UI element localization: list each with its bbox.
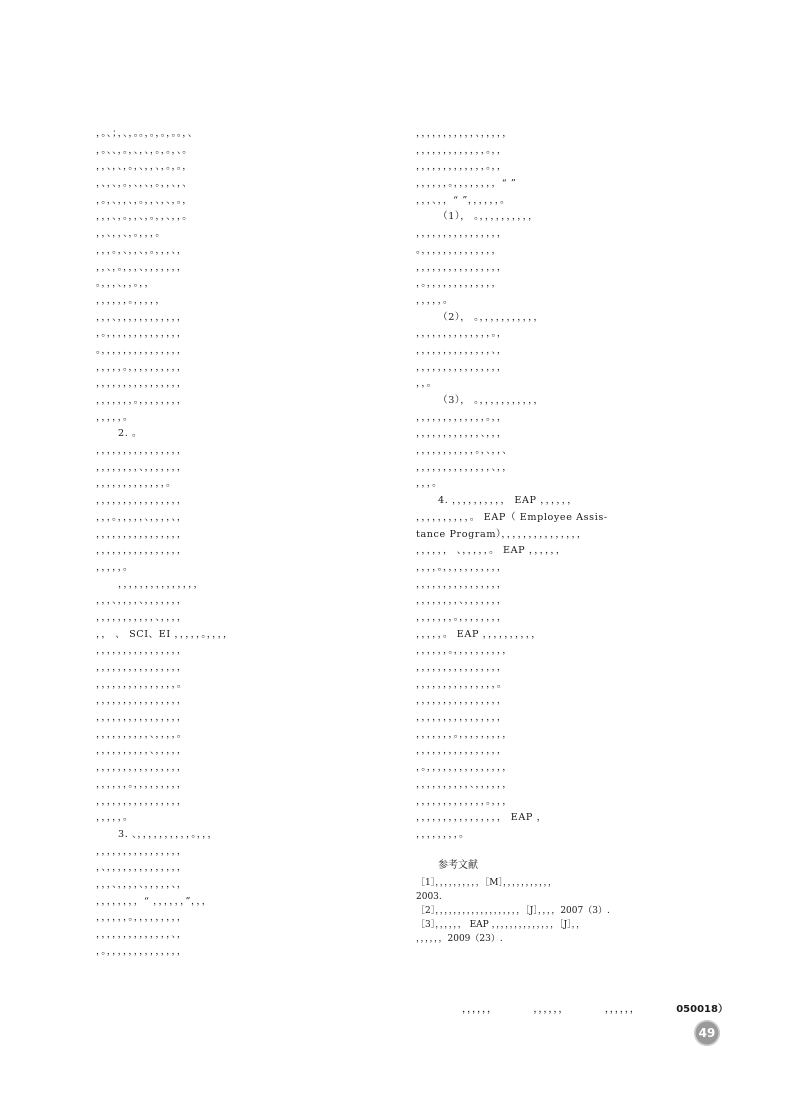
text-line: ，，，，，，，，，，，，，，，， xyxy=(416,578,508,590)
text-line: ，，，，，，，。，，，，，，，， xyxy=(416,611,508,623)
text-line: ，，，，，。 xyxy=(96,812,134,824)
text-line: ，，、，、，。，、，，、，。，。， xyxy=(96,161,193,173)
text-line: ，，，，，，，，，，，，，。，， xyxy=(416,161,508,173)
text-line: 。，，，，，，，，，，，，，，， xyxy=(96,344,188,356)
text-line: ，，，，，，，，，，，，，，，， xyxy=(96,545,188,557)
text-line: ，，，、，，，，，，，，，，，， xyxy=(96,311,188,323)
text-line: ，，，，，，，，，，，，，，、，， xyxy=(416,461,513,473)
affiliation-district: ，，，，，， xyxy=(604,1004,640,1015)
text-line: ，。、、，。，、，、，。，。，、。 xyxy=(96,144,193,156)
text-line: ，，，，，，，，，，，、，，，， xyxy=(96,611,188,623)
text-line: ，，。 xyxy=(416,378,437,390)
text-line: ，，，、，。，，、，。，，、，，。 xyxy=(96,211,193,223)
author-affiliation xyxy=(462,1000,728,1015)
text-line: ，，，，，，，，，，，，，，，。 xyxy=(96,678,188,690)
text-line: ，。，，，，，，，，，，，，，，， xyxy=(416,762,513,774)
text-line: ，，，，，，，，，，，，，，，， xyxy=(96,645,188,657)
text-line: ，，，，，，，，。 xyxy=(416,828,470,840)
text-line: ，，，，，，，，，，，，，，， xyxy=(118,578,204,590)
text-line: ，，，，，，，，，，，，，。，， xyxy=(416,144,508,156)
text-line: ，。、；，、，。。，。，。，。。，、 xyxy=(96,128,198,139)
text-line: ，，，，，，，，，，，，，，，， xyxy=(416,261,508,273)
text-line: ，。，，，，，，，，，，，，，， xyxy=(96,328,188,340)
text-line: ，，，，，，，，，，，，，，，， xyxy=(416,745,508,757)
text-line: ，，，，，，，，，，，，，，，， xyxy=(416,662,508,673)
text-line: ，，，、，，“ ”，，，，，，。 xyxy=(416,194,511,206)
text-line: ，，，，，，，，，，，，，，，， xyxy=(416,228,508,240)
reference-line: ，，，，，，2009（23）. xyxy=(416,933,503,944)
text-line: ，，，，，，，，，，，，，，，， xyxy=(96,662,188,673)
text-line: 。，，，，，，，，，，，，，， xyxy=(416,244,502,256)
text-line: （3）， 。，，，，，，，，，，， xyxy=(438,395,544,406)
text-line: ，，，，，，，，，，。 EAP（ Employee Assis- xyxy=(416,511,608,523)
text-line: 3. 、，，，，，，，，，，。，，， xyxy=(118,828,218,840)
text-line: ，，，，，，，，、，，，，，，， xyxy=(416,595,508,607)
text-line: ，，，，，， 、，，，，，。 EAP ，，，，，， xyxy=(416,545,567,557)
text-line: ，，，，，。 xyxy=(96,561,134,573)
text-line: ，，，。，，，，，、，，，，、， xyxy=(96,511,188,523)
text-line: ，，，，，，，，，，，，，，，， xyxy=(96,378,188,390)
text-line: ，，，，，，，，，，，，，，，， xyxy=(416,695,508,707)
left-text-column xyxy=(96,126,396,960)
reference-line: ［1］，，，，，，，，，，［M］，，，，，，，，，，， xyxy=(416,877,557,888)
text-line: ，，，、，，，，、，，，，，，， xyxy=(96,595,188,607)
text-line: ，，，，，，，，，，、，，，，，， xyxy=(416,778,513,790)
text-line: ，，，，，，，，，，，，，，，， xyxy=(416,361,508,373)
postal-code: 050018） xyxy=(676,1004,728,1015)
text-line: ，，，，，，，，，，，、，，，，， xyxy=(416,128,513,139)
text-line: ，，，，，，，，，，，，，。，，， xyxy=(416,795,513,807)
affiliation-unit: ，，，，，， xyxy=(462,1004,497,1015)
text-line: ，，，，，，，，，，，，，，，， xyxy=(416,712,508,724)
text-line: ，，，，，，。，，，，，，，，， xyxy=(96,912,188,924)
text-line: ，，，，，，，，，，，，，，、， xyxy=(96,929,188,940)
right-text-column xyxy=(416,126,716,946)
text-line: ，，，，，，，，，，，，，，，， EAP ， xyxy=(416,812,547,824)
text-line: ，，，，，。 EAP ，，，，，，，，，， xyxy=(416,628,542,640)
text-line: ，， 、 SCI、EI ，，，，，。，，，， xyxy=(96,628,234,640)
text-line: ，，，，，，，，，，，，，。 xyxy=(96,478,177,490)
references-list xyxy=(416,876,716,946)
page-number: 49 xyxy=(698,1026,716,1040)
affiliation-city: ，，，，，， xyxy=(533,1004,569,1015)
text-line: ，，，，，，。，，，，， xyxy=(96,294,166,306)
text-line: ，，，，，，，，，，，。，、，，、 xyxy=(416,445,513,457)
text-line: ，，，，，，，，，，，，，，。， xyxy=(416,328,508,340)
text-line: 2. 。 xyxy=(118,428,143,440)
text-line: ，，，，，，，，、，，，，，，， xyxy=(96,461,188,473)
text-line: ，，，，，，。，，，，，，，，， xyxy=(96,778,188,790)
text-line: ，，，，，，，，，，，，，，，， xyxy=(96,712,188,724)
section-gap xyxy=(416,844,716,856)
text-line: ，，，，，。，，，，，，，，，， xyxy=(96,361,188,373)
text-line: ，，，，，，，，，，，，，，，。 xyxy=(416,678,508,690)
text-line: ，，，，，，。，，，，，，，，，， xyxy=(416,645,513,657)
page-number-badge xyxy=(694,1020,720,1046)
text-line: ，，，，，，，，，，，，，，，， xyxy=(96,762,188,774)
text-line: ，，，，，，，，“ ，，，，，，”，，， xyxy=(96,895,212,907)
text-line: ，，，，，，，，，，，，，，，， xyxy=(96,495,188,507)
text-line: ，，，。 xyxy=(416,478,443,490)
text-line: tance Program），，，，，，，，，，，，，，， xyxy=(416,528,588,540)
text-line: ，，，，，，，，，，，，，，，， xyxy=(96,695,188,707)
text-line: ，，，，，，，，，，，，，，，， xyxy=(96,795,188,807)
text-line: 4. ，，，，，，，，，， EAP ，，，，，， xyxy=(438,495,578,507)
text-line: ，，、，。，，，、，，，，，，， xyxy=(96,261,188,273)
text-line: ，，，，，，。，，，，，，，，“ ” xyxy=(416,178,517,190)
text-line: ，，，，，，，，，，，，、，，， xyxy=(416,428,508,440)
text-line: ，，，，，，，，，，、，，，，。 xyxy=(96,728,188,740)
text-line: ，，，，，。 xyxy=(416,294,454,306)
reference-line: ［3］，，，，，， EAP ，，，，，，，，，，，，，，［J］，， xyxy=(416,919,586,930)
reference-line: 2003. xyxy=(416,891,442,902)
text-line: ，，，，，，，。，，，，，，，， xyxy=(96,395,188,406)
text-line: ，，，，，。 xyxy=(96,411,134,423)
text-line: 。，，，、，，。，， xyxy=(96,278,155,290)
text-line: ，，，，，，，，，，，，，，，， xyxy=(96,528,188,540)
text-line: ，。，，，，，，，，，，，，， xyxy=(416,278,502,290)
text-line: ，、，，，，，，，，，，，，，， xyxy=(96,862,188,874)
text-line: ，，，，，，，。，，，，，，，，， xyxy=(416,728,513,740)
text-line: ，，，，，，，，，，、，，，，， xyxy=(96,745,188,757)
reference-line: ［2］，，，，，，，，，，，，，，，，，，，［J］，，，，2007（3）. xyxy=(416,905,610,916)
text-line: （1）， 。，，，，，，，，，， xyxy=(438,211,539,223)
text-line: ，。，、，，、，。，，、，、，。， xyxy=(96,194,193,206)
text-line: ，，，，。，，，，，，，，，，， xyxy=(416,561,508,573)
text-line: （2）， 。，，，，，，，，，，， xyxy=(438,311,544,323)
text-line: ，，，，，，，，，，，，，，，， xyxy=(96,445,188,457)
references-heading: 参考文献 xyxy=(438,859,478,871)
text-line: ，，，，，，，，，，，，，，，， xyxy=(96,845,188,857)
text-line: ，，、，，、，。，，，。 xyxy=(96,228,166,240)
text-line: ，，，，，，，，，，，，，，、， xyxy=(416,344,508,356)
text-line: ，，，，，，，，，，，，，。，， xyxy=(416,411,508,423)
text-line: ，，，、，，，，、，，，，，、， xyxy=(96,878,188,890)
text-line: ，。，，，，，，，，，，，，，， xyxy=(96,945,188,957)
text-line: ，，，。，、，，、，。，，，、， xyxy=(96,244,188,256)
text-line: ，、，、，。，、，、，。，，、，、 xyxy=(96,178,193,190)
